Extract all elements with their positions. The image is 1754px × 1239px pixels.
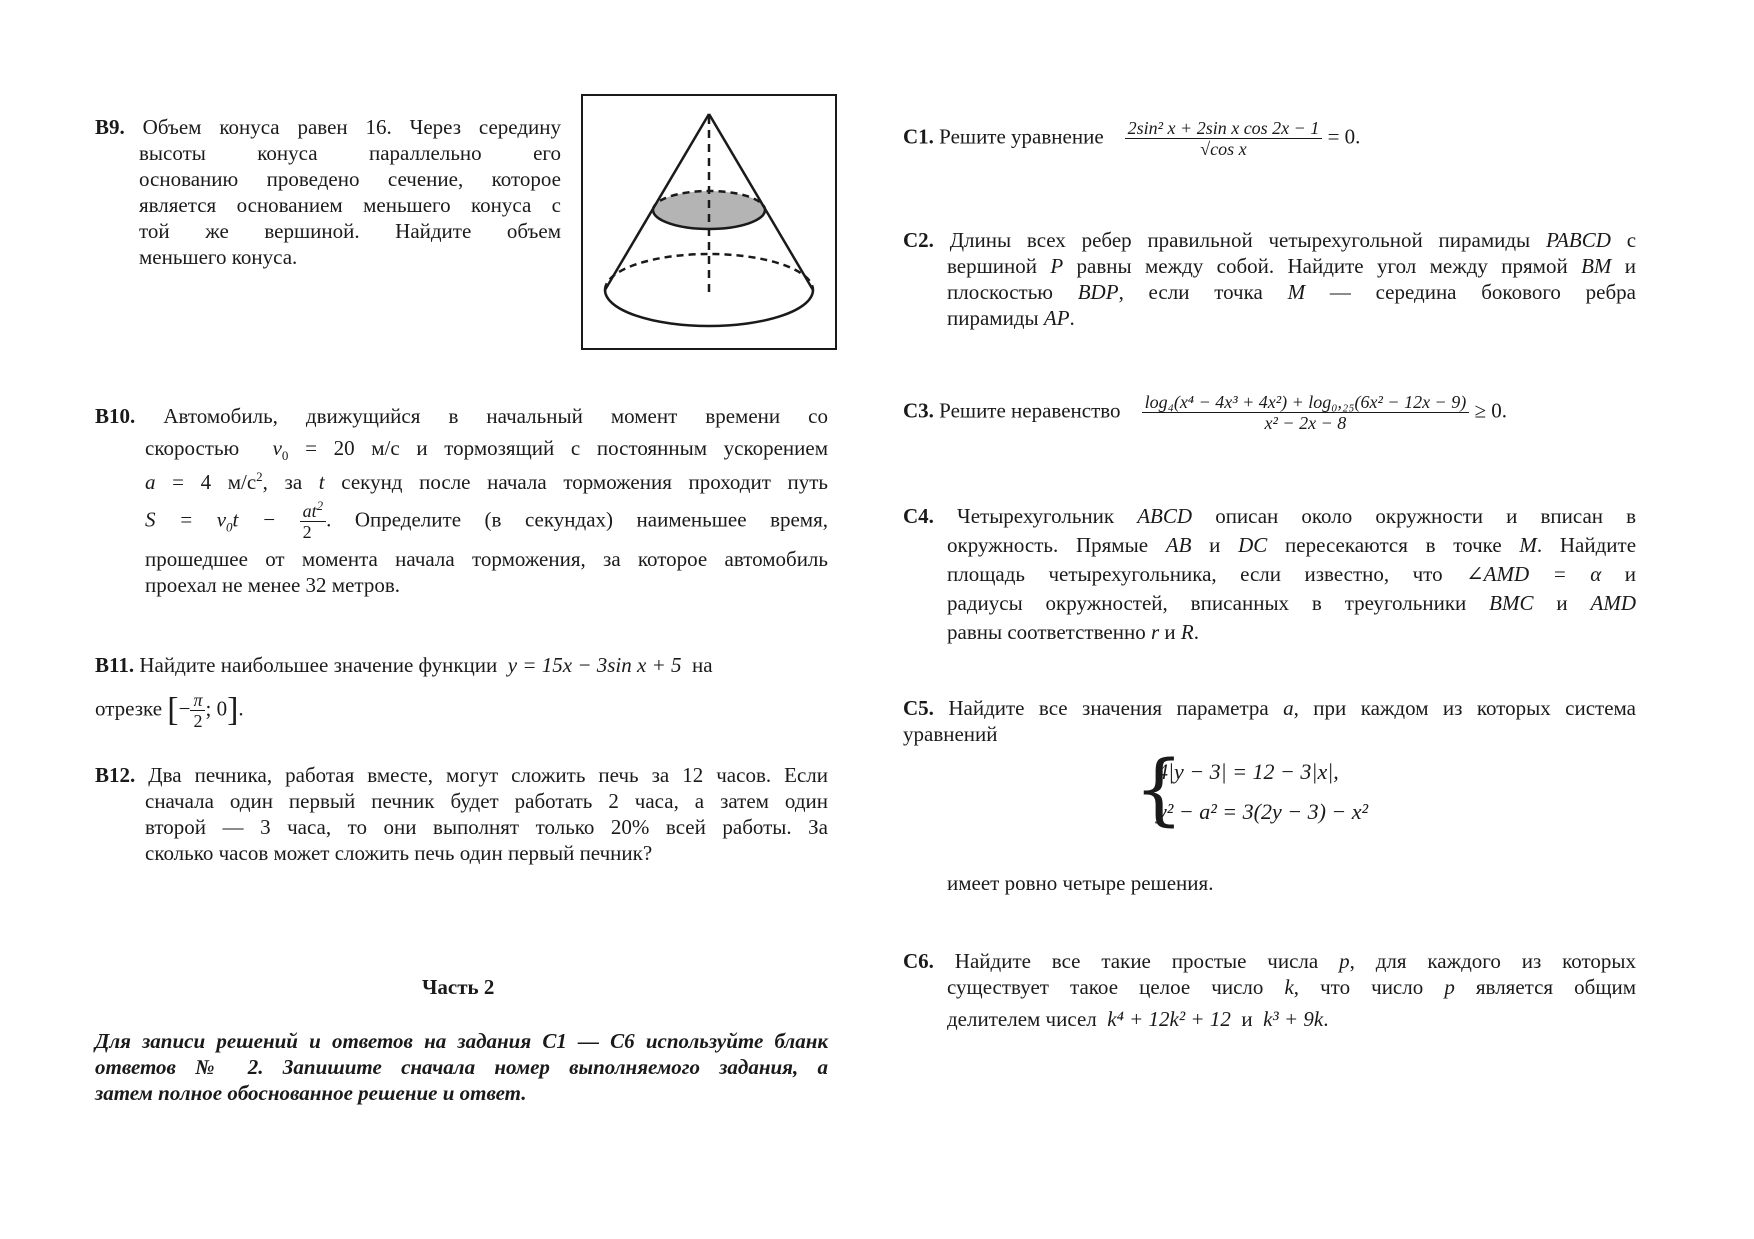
task-b9-line3: основанию проведено сечение, которое: [139, 167, 561, 191]
system-brace: {: [1134, 745, 1184, 835]
task-c5-line1: С5. Найдите все значения параметра a, при каждом из которых система: [903, 696, 1636, 720]
task-c6-line2: существует такое целое число k, что число p является общим: [947, 975, 1637, 999]
task-c3-number: С3.: [903, 398, 934, 423]
task-c3: С3. Решите неравенство $\frac{\text{log₄(x⁴ − 4x³ + 4x²) + log₀,₂₅(6x² − 12x − 9)}}{\text{x² − 2x − 8}}$ ≥ 0.: [903, 392, 1507, 433]
task-b9-number: В9.: [95, 115, 125, 139]
task-b9-line5: той же вершиной. Найдите объем: [139, 219, 561, 243]
cone-figure: [581, 94, 837, 350]
task-b11-line1: В11. Найдите наибольшее значение функции y = 15x − 3sin x + 5 на: [95, 653, 713, 677]
task-b10-line6: проехал не менее 32 метров.: [145, 573, 401, 597]
c1-fraction: $\frac{\text{2sin² x + 2sin x cos 2x − 1}}{\text{√cos x}}$: [1125, 118, 1323, 159]
task-c4-line4: радиусы окружностей, вписанных в треугольники BMC и AMD: [947, 591, 1637, 615]
cone-diagram: [583, 96, 835, 348]
task-c4-line2: окружность. Прямые AB и DC пересекаются в точке M. Найдите: [947, 533, 1637, 557]
task-b9-line4: является основанием меньшего конуса с: [139, 193, 561, 217]
task-b9-line1: В9. Объем конуса равен 16. Через середину: [95, 115, 562, 139]
task-b9: [95, 114, 561, 270]
task-c4-line5: равны соответственно r и R.: [947, 620, 1199, 644]
task-c2: [903, 227, 1636, 331]
task-c4: [903, 502, 1636, 647]
task-b12-line1: В12. Два печника, работая вместе, могут сложить печь за 12 часов. Если: [95, 763, 828, 787]
task-b11-line2: отрезке [− $\frac{\pi}{2}$ ; 0].: [95, 690, 244, 731]
base-front-edge: [605, 290, 813, 326]
part2-instructions: Для записи решений и ответов на задания С1 — С6 используйте бланк ответов № 2. Запишите сначала номер выполняемого задания, а затем полное обоснованное решение и ответ.: [95, 1029, 828, 1105]
equation-system: [1157, 752, 1368, 832]
task-c5-line2: уравнений: [903, 722, 998, 746]
task-c4-line1: С4. Четырехугольник ABCD описан около окружности и вписан в: [903, 504, 1637, 528]
c3-fraction: $\frac{\text{log₄(x⁴ − 4x³ + 4x²) + log₀,₂₅(6x² − 12x − 9)}}{\text{x² − 2x − 8}}$: [1142, 392, 1470, 433]
task-b10-number: В10.: [95, 404, 136, 428]
task-b10: [95, 403, 828, 598]
task-b12-number: В12.: [95, 763, 136, 787]
task-b9-line2: высоты конуса параллельно его: [139, 141, 561, 165]
task-c6-line1: С6. Найдите все такие простые числа p, для каждого из которых: [903, 949, 1637, 973]
task-b12: [95, 762, 828, 866]
task-c6-number: С6.: [903, 949, 934, 973]
task-c2-line2: вершиной P равны между собой. Найдите угол между прямой BM и: [947, 254, 1637, 278]
system-eq1: 4|y − 3| = 12 − 3|x|,: [1157, 759, 1339, 784]
task-b10-line2: скоростью $v_0 = 20$ м/с и тормозящий с постоянным ускорением: [145, 436, 829, 464]
task-b12-line3: второй — 3 часа, то они выполнят только 20% всей работы. За: [145, 815, 828, 839]
task-c2-line4: пирамиды AP.: [947, 306, 1075, 330]
task-c1-number: С1.: [903, 124, 934, 149]
task-c1: С1. Решите уравнение $\frac{\text{2sin² x + 2sin x cos 2x − 1}}{\text{√cos x}}$ = 0.: [903, 118, 1361, 159]
task-c6-line3: делителем чисел k⁴ + 12k² + 12 и k³ + 9k.: [947, 1007, 1329, 1031]
task-b12-line2: сначала один первый печник будет работать 2 часа, а затем один: [145, 789, 828, 813]
task-c5: [903, 695, 1636, 747]
task-c2-line3: плоскостью BDP, если точка M — середина бокового ребра: [947, 280, 1637, 304]
task-b10-line3: a = 4 $м/с^2$, за t секунд после начала торможения проходит путь: [145, 469, 829, 494]
task-c2-line1: С2. Длины всех ребер правильной четырехугольной пирамиды PABCD с: [903, 228, 1637, 252]
task-b11-number: В11.: [95, 653, 135, 677]
pi-half-fraction: $\frac{\pi}{2}$: [190, 690, 205, 731]
task-b11: [95, 652, 815, 731]
task-c2-number: С2.: [903, 228, 934, 252]
task-b12-line4: сколько часов может сложить печь один первый печник?: [145, 841, 653, 865]
task-c4-number: С4.: [903, 504, 934, 528]
task-b10-line4: $S = v_0t$ − $\frac{at^2}{2}$ . Определите (в секундах) наименьшее время,: [145, 498, 829, 542]
task-b10-line1: В10. Автомобиль, движущийся в начальный момент времени со: [95, 404, 829, 428]
task-c5-number: С5.: [903, 696, 934, 720]
system-eq2: y² − a² = 3(2y − 3) − x²: [1157, 799, 1369, 824]
task-b9-line6: меньшего конуса.: [139, 245, 298, 269]
task-c6: [903, 948, 1636, 1032]
task-b10-line5: прошедшее от момента начала торможения, за которое автомобиль: [145, 547, 828, 571]
task-c5-tail: имеет ровно четыре решения.: [947, 871, 1214, 895]
part2-title: Часть 2: [422, 975, 495, 999]
b10-fraction: $\frac{at^2}{2}$: [300, 501, 327, 542]
task-c4-line3: площадь четырехугольника, если известно, что ∠AMD = α и: [947, 562, 1637, 586]
